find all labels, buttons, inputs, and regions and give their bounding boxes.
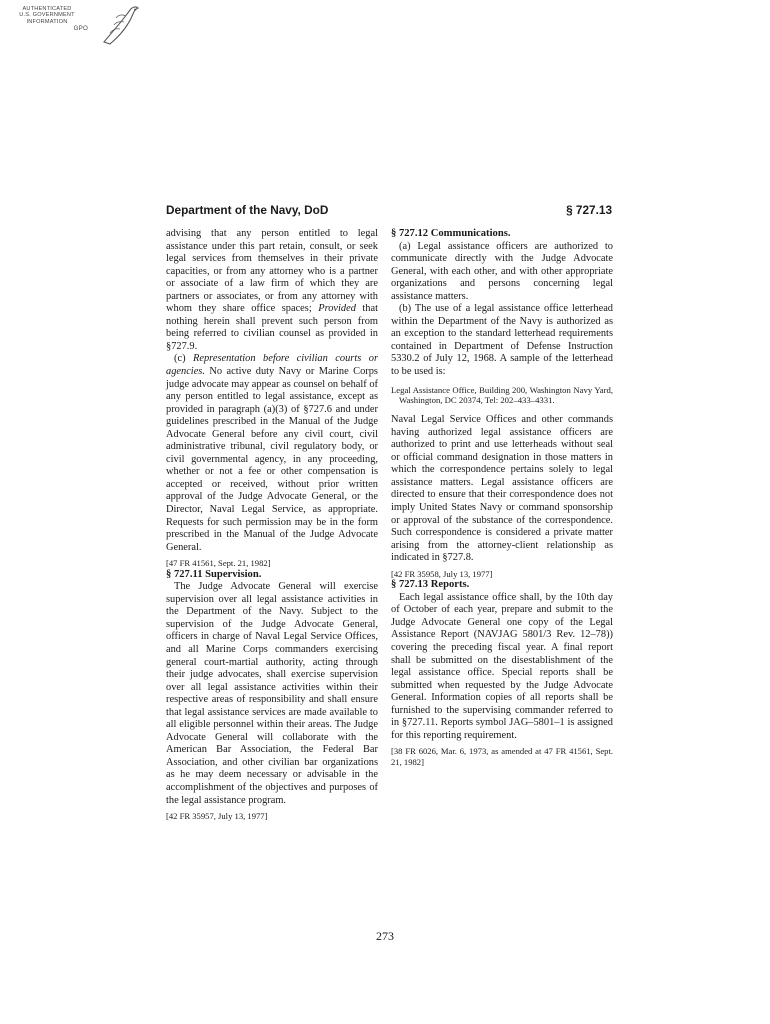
section-heading-reports: § 727.13 Reports. <box>391 579 470 591</box>
left-column <box>166 228 378 822</box>
paragraph-reports: Each legal assistance office shall, by the 10th day of October of each year, prepare and submit to the Judge Advocate General one copy of the Legal Assistance Report (NAVJAG 5801/3 Rev. 12–78)) covering the preceding fiscal year. A final report shall be submitted on the disestablishment of the legal assistance office. Special reports shall be submitted when requested by the Judge Advocate General. Information copies of all reports shall be furnished to the supervising commander referred to in §727.11. Reports symbol JAG–5801–1 is assigned for this reporting requirement. <box>391 591 613 741</box>
seal-line-government: U.S. GOVERNMENT <box>19 12 75 19</box>
seal-text <box>2 6 92 33</box>
paragraph-text: No active duty Navy or Marine Corps judge advocate may appear as counsel on behalf of any person entitled to legal assistance, except as provided in paragraph (a)(3) of §727.6 and under guidelines prescribed in the Manual of the Judge Advocate General before any civil court, civil administrative tribunal, civil regulatory body, or civil governmental agency, in any proceeding, whether or not a fee or other compensation is accepted or received, without prior written approval of the Judge Advocate General, or the Director, Naval Legal Service, as appropriate. Requests for such permission may be in the form prescribed in the Manual of the Judge Advocate General. <box>166 366 378 553</box>
seal-line-gpo: GPO <box>73 25 88 33</box>
running-head-agency: Department of the Navy, DoD <box>166 203 329 217</box>
letterhead-sample: Legal Assistance Office, Building 200, Washington Navy Yard, Washington, DC 20374, Tel: 202–433–4331. <box>391 384 613 406</box>
seal-line-authenticated: AUTHENTICATED <box>22 6 72 12</box>
paragraph-heading-italic: Representation before civilian courts or agencies. <box>166 353 378 378</box>
paragraph-communications-a: (a) Legal assistance officers are authorized to communicate directly with the Judge Advocate General, with each other, and with other appropriate organizations and persons concerning legal assistance matters. <box>391 240 613 302</box>
running-head <box>166 203 612 219</box>
paragraph-communications-b: (b) The use of a legal assistance office letterhead within the Department of the Navy is authorized as an exception to the standard letterhead requirements contained in Department of Defense Instruction 5330.2 of July 12, 1968. A sample of the letterhead to be used is: <box>391 303 613 378</box>
source-note: [42 FR 35958, July 13, 1977] <box>391 568 493 579</box>
seal-line-information: INFORMATION <box>26 18 68 25</box>
paragraph-letterheads: Naval Legal Service Offices and other commands having authorized legal assistance officers are authorized to print and use letterheads without seal or official command designation in those matters in which the correspondence pertains solely to legal assistance matters. Legal assistance officers are directed to ensure that their correspondence does not imply United States Navy or command sponsorship or approval of the substance of the correspondence. Such correspondence is considered a private matter arising from the attorney-client relationship as indicated in §727.8. <box>391 414 613 564</box>
paragraph-label: (c) <box>174 353 186 365</box>
paragraph-representation <box>166 353 378 554</box>
page-number: 273 <box>376 929 394 943</box>
gpo-authentication-seal <box>0 0 148 52</box>
source-note: [38 FR 6026, Mar. 6, 1973, as amended at 47 FR 41561, Sept. 21, 1982] <box>391 746 613 767</box>
section-heading-supervision: § 727.11 Supervision. <box>166 568 262 580</box>
paragraph-text-end: that nothing herein shall prevent such person from being referred to civilian counsel as provided in §727.9. <box>166 303 378 352</box>
paragraph-advising <box>166 228 378 353</box>
eagle-icon <box>96 2 142 48</box>
section-heading-communications: § 727.12 Communications. <box>391 228 511 239</box>
running-head-section: § 727.13 <box>566 203 612 217</box>
paragraph-supervision: The Judge Advocate General will exercise supervision over all legal assistance activities in the Department of the Navy. Subject to the supervision of the Judge Advocate General, officers in charge of Naval Legal Service Offices, and all Marine Corps commanders exercising general court-martial authority, acting through their judge advocates, shall exercise supervision over all legal assistance activities within their respective areas of responsibility and shall ensure that legal assistance services are made available to all eligible personnel within their areas. The Judge Advocate General will collaborate with the American Bar Association, the Federal Bar Association, and other civilian bar organizations as he may deem necessary or advisable in the accomplishment of the objectives and purposes of the legal assistance program. <box>166 581 378 806</box>
provided-italic: Provided <box>318 303 356 315</box>
paragraph-text: advising that any person entitled to legal assistance under this part retain, consult, or seek legal services from themselves in their private capacities, or from any attorney who is a partner or associate of a law firm of which they are partners or associates, or from any attorney with whom they share office spaces; <box>166 228 378 315</box>
source-note: [42 FR 35957, July 13, 1977] <box>166 811 268 822</box>
source-note: [47 FR 41561, Sept. 21, 1982] <box>166 558 271 569</box>
right-column <box>391 228 613 767</box>
